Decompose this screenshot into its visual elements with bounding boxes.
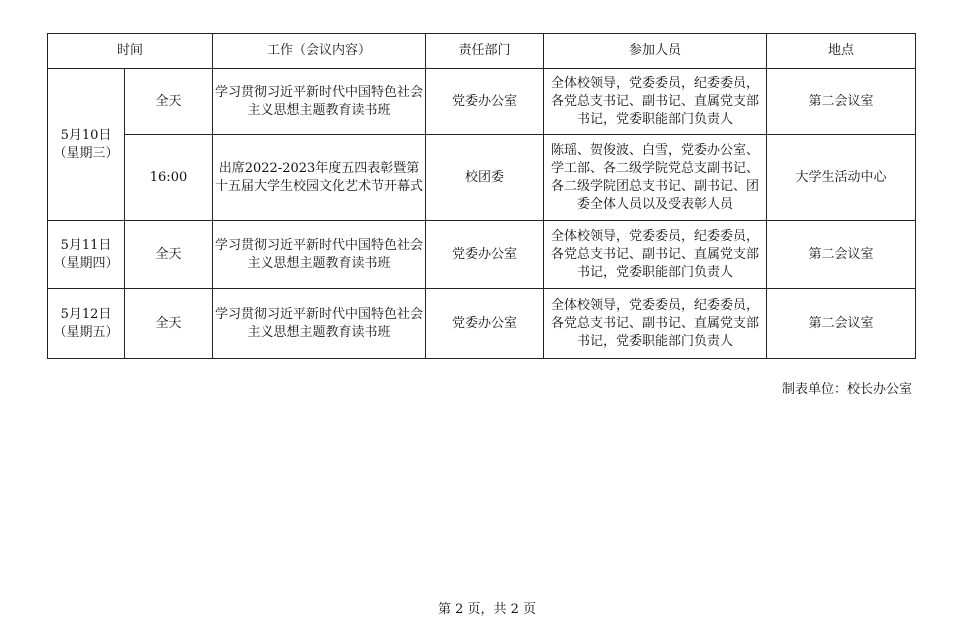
location-cell: 大学生活动中心 bbox=[767, 135, 916, 221]
table-row bbox=[48, 135, 916, 221]
header-row bbox=[48, 34, 916, 69]
weekday-text: （星期四） bbox=[53, 255, 119, 271]
attendees-cell: 陈瑶、贺俊波、白雪，党委办公室、学工部、各二级学院党总支副书记、各二级学院团总支书记、副书记、团委全体人员以及受表彰人员 bbox=[544, 135, 767, 221]
date-cell bbox=[48, 289, 125, 359]
header-location: 地点 bbox=[767, 34, 916, 69]
attendees-cell: 全体校领导，党委委员，纪委委员，各党总支书记、副书记、直属党支部书记，党委职能部门负责人 bbox=[544, 289, 767, 359]
location-cell: 第二会议室 bbox=[767, 69, 916, 135]
dept-cell: 党委办公室 bbox=[426, 221, 544, 289]
date-text: 5月12日 bbox=[60, 306, 112, 322]
time-cell: 全天 bbox=[125, 289, 213, 359]
date-text: 5月11日 bbox=[60, 237, 112, 253]
work-cell: 学习贯彻习近平新时代中国特色社会主义思想主题教育读书班 bbox=[213, 221, 426, 289]
time-cell: 全天 bbox=[125, 221, 213, 289]
dept-cell: 党委办公室 bbox=[426, 69, 544, 135]
time-cell: 16:00 bbox=[125, 135, 213, 221]
header-attendees: 参加人员 bbox=[544, 34, 767, 69]
dept-cell: 党委办公室 bbox=[426, 289, 544, 359]
location-cell: 第二会议室 bbox=[767, 221, 916, 289]
dept-cell: 校团委 bbox=[426, 135, 544, 221]
location-cell: 第二会议室 bbox=[767, 289, 916, 359]
header-work: 工作（会议内容） bbox=[213, 34, 426, 69]
work-cell: 学习贯彻习近平新时代中国特色社会主义思想主题教育读书班 bbox=[213, 69, 426, 135]
date-cell bbox=[48, 221, 125, 289]
attendees-cell: 全体校领导，党委委员，纪委委员，各党总支书记、副书记、直属党支部书记，党委职能部门负责人 bbox=[544, 69, 767, 135]
table-row bbox=[48, 221, 916, 289]
weekday-text: （星期五） bbox=[53, 324, 119, 340]
time-cell: 全天 bbox=[125, 69, 213, 135]
page-number: 第 2 页，共 2 页 bbox=[437, 602, 537, 617]
table-row bbox=[48, 69, 916, 135]
date-cell bbox=[48, 69, 125, 221]
header-dept: 责任部门 bbox=[426, 34, 544, 69]
work-cell: 学习贯彻习近平新时代中国特色社会主义思想主题教育读书班 bbox=[213, 289, 426, 359]
prepared-by-note: 制表单位：校长办公室 bbox=[781, 382, 912, 397]
attendees-cell: 全体校领导，党委委员，纪委委员，各党总支书记、副书记、直属党支部书记，党委职能部门负责人 bbox=[544, 221, 767, 289]
work-cell: 出席2022-2023年度五四表彰暨第十五届大学生校园文化艺术节开幕式 bbox=[213, 135, 426, 221]
table-row bbox=[48, 289, 916, 359]
weekday-text: （星期三） bbox=[53, 145, 119, 161]
schedule-table bbox=[47, 33, 916, 359]
header-time: 时间 bbox=[48, 34, 213, 69]
date-text: 5月10日 bbox=[60, 127, 112, 143]
